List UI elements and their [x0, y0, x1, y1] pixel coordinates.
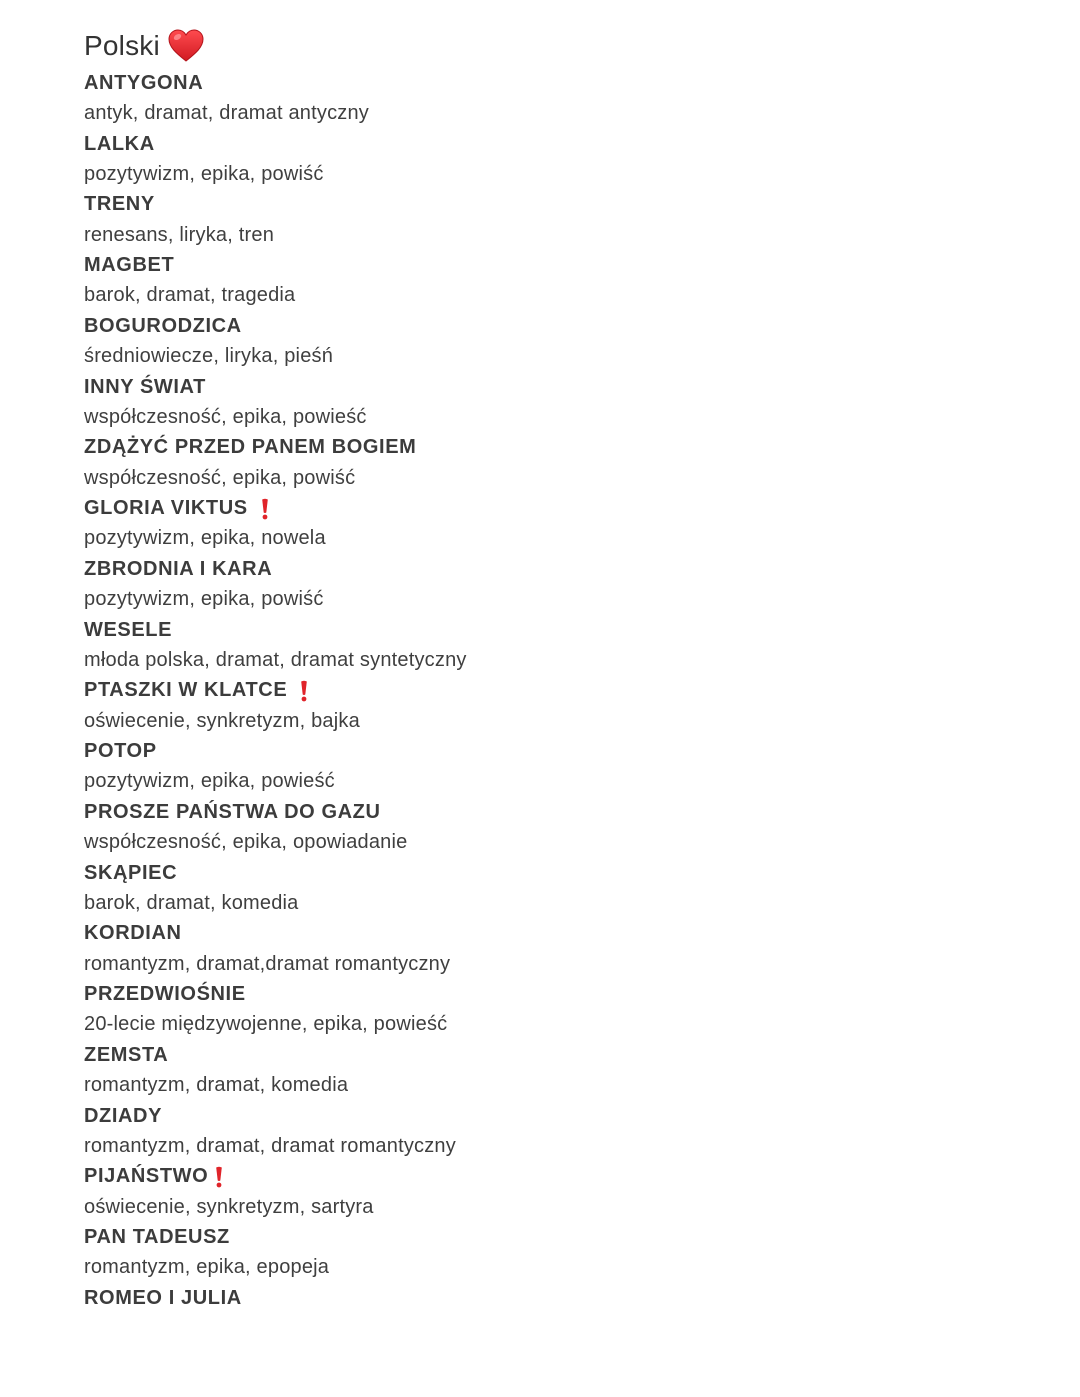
work-entry: [84, 1040, 984, 1101]
work-title-row: [84, 190, 984, 221]
work-description: renesans, liryka, tren: [84, 223, 275, 246]
work-entry: [84, 190, 984, 251]
exclamation-icon: [214, 1166, 224, 1188]
work-title-row: [84, 1162, 984, 1193]
work-title: PAN TADEUSZ: [84, 1226, 230, 1248]
works-list: [84, 68, 984, 1314]
note-title: Polski: [84, 30, 160, 61]
work-title-row: [84, 736, 984, 767]
work-title: ZEMSTA: [84, 1043, 169, 1066]
work-title-row: [84, 68, 984, 99]
work-description: średniowiecze, liryka, pieśń: [84, 345, 334, 368]
work-title: MAGBET: [84, 254, 175, 276]
work-entry: [84, 797, 984, 858]
work-title: PTASZKI W KLATCE: [84, 679, 288, 702]
exclamation-icon: [299, 680, 309, 702]
work-title-row: [84, 493, 984, 524]
work-description: pozytywizm, epika, powiść: [84, 162, 324, 185]
work-title: BOGURODZICA: [84, 314, 242, 337]
work-description: barok, dramat, komedia: [84, 891, 299, 914]
note-body: [84, 26, 984, 1314]
work-title-row: [84, 250, 984, 281]
work-title: ROMEO I JULIA: [84, 1286, 242, 1309]
work-title: GLORIA VIKTUS: [84, 497, 248, 519]
work-title: PIJAŃSTWO: [84, 1165, 209, 1188]
work-entry: [84, 676, 984, 737]
work-entry: [84, 1162, 984, 1223]
exclamation-icon: [260, 498, 270, 520]
work-entry: [84, 493, 984, 554]
work-entry: [84, 68, 984, 129]
note-title-row: [84, 26, 984, 66]
work-title-row: [84, 797, 984, 828]
work-entry: [84, 615, 984, 676]
work-entry: [84, 919, 984, 980]
work-title: SKĄPIEC: [84, 861, 178, 884]
work-title: KORDIAN: [84, 922, 182, 945]
work-description: antyk, dramat, dramat antyczny: [84, 102, 370, 125]
work-entry: [84, 311, 984, 372]
work-description: pozytywizm, epika, nowela: [84, 527, 326, 550]
work-entry: [84, 736, 984, 797]
work-title-row: [84, 554, 984, 585]
work-title-row: [84, 1101, 984, 1132]
work-title-row: [84, 1283, 984, 1314]
work-title-row: [84, 615, 984, 646]
work-description: współczesność, epika, powieść: [84, 405, 367, 428]
work-description: romantyzm, dramat, dramat romantyczny: [84, 1134, 456, 1157]
work-entry: [84, 858, 984, 919]
work-title: PRZEDWIOŚNIE: [84, 983, 246, 1005]
work-entry: [84, 250, 984, 311]
work-description: oświecenie, synkretyzm, sartyra: [84, 1195, 374, 1218]
work-description: pozytywizm, epika, powieść: [84, 770, 335, 793]
work-description: romantyzm, dramat,dramat romantyczny: [84, 952, 451, 975]
work-entry: [84, 129, 984, 190]
work-title: LALKA: [84, 132, 155, 155]
work-title-row: [84, 372, 984, 403]
work-description: współczesność, epika, powiść: [84, 466, 356, 489]
work-title-row: [84, 919, 984, 950]
work-description: współczesność, epika, opowiadanie: [84, 831, 408, 854]
work-title-row: [84, 979, 984, 1010]
work-title-row: [84, 129, 984, 160]
work-title: INNY ŚWIAT: [84, 375, 206, 398]
work-title-row: [84, 311, 984, 342]
work-title: POTOP: [84, 740, 157, 762]
work-title: TRENY: [84, 193, 155, 216]
work-title-row: [84, 676, 984, 707]
work-title: WESELE: [84, 618, 173, 641]
work-description: oświecenie, synkretyzm, bajka: [84, 709, 360, 732]
work-description: pozytywizm, epika, powiść: [84, 588, 324, 611]
red-heart-icon: [168, 29, 204, 63]
work-title-row: [84, 1222, 984, 1253]
work-title-row: [84, 858, 984, 889]
work-title: ZBRODNIA I KARA: [84, 557, 273, 580]
work-title-row: [84, 1040, 984, 1071]
work-entry: [84, 1222, 984, 1283]
work-description: romantyzm, epika, epopeja: [84, 1256, 330, 1279]
work-entry: [84, 554, 984, 615]
work-description: 20-lecie międzywojenne, epika, powieść: [84, 1013, 448, 1036]
work-description: młoda polska, dramat, dramat syntetyczny: [84, 648, 467, 671]
work-entry: [84, 1101, 984, 1162]
work-description: barok, dramat, tragedia: [84, 284, 296, 307]
work-entry: [84, 979, 984, 1040]
work-description: romantyzm, dramat, komedia: [84, 1074, 349, 1097]
work-title-row: [84, 433, 984, 464]
work-entry: [84, 433, 984, 494]
work-entry: [84, 372, 984, 433]
work-title: ZDĄŻYĆ PRZED PANEM BOGIEM: [84, 436, 417, 459]
work-entry: [84, 1283, 984, 1314]
work-title: DZIADY: [84, 1104, 163, 1127]
work-title: PROSZE PAŃSTWA DO GAZU: [84, 800, 381, 823]
work-title: ANTYGONA: [84, 71, 204, 94]
